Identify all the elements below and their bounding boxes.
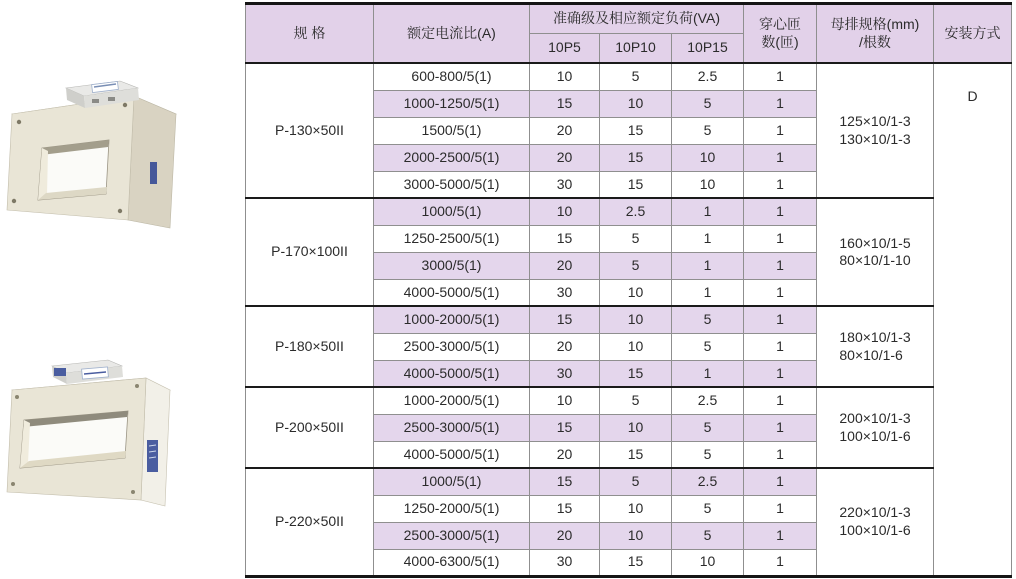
burden-10p10-cell: 15 [600, 360, 672, 387]
burden-10p15-cell: 5 [672, 522, 744, 549]
ratio-cell: 600-800/5(1) [374, 63, 530, 90]
busbar-lines [839, 329, 910, 364]
ratio-cell: 4000-5000/5(1) [374, 441, 530, 468]
burden-10p15-cell: 5 [672, 495, 744, 522]
burden-10p5-cell: 20 [530, 144, 600, 171]
burden-10p15-cell: 2.5 [672, 387, 744, 414]
burden-10p15-cell: 10 [672, 171, 744, 198]
busbar-cell [817, 63, 934, 198]
terminal-label-blue [54, 368, 66, 376]
burden-10p5-cell: 15 [530, 90, 600, 117]
side-label [147, 440, 158, 472]
burden-10p5-cell: 10 [530, 387, 600, 414]
burden-10p5-cell: 15 [530, 495, 600, 522]
turns-cell: 1 [744, 387, 817, 414]
turns-cell: 1 [744, 198, 817, 225]
spec-cell: P-130×50II [246, 63, 374, 198]
burden-10p10-cell: 15 [600, 144, 672, 171]
busbar-cell [817, 468, 934, 576]
busbar-lines [839, 113, 910, 148]
spec-table [245, 2, 1012, 578]
turns-cell: 1 [744, 441, 817, 468]
ratio-cell: 2500-3000/5(1) [374, 414, 530, 441]
turns-cell: 1 [744, 333, 817, 360]
ratio-cell: 2500-3000/5(1) [374, 522, 530, 549]
burden-10p5-cell: 20 [530, 333, 600, 360]
busbar-line: 100×10/1-6 [839, 427, 911, 444]
burden-10p15-cell: 1 [672, 225, 744, 252]
busbar-line: 130×10/1-3 [839, 130, 911, 147]
burden-10p15-cell: 5 [672, 333, 744, 360]
ratio-cell: 4000-5000/5(1) [374, 360, 530, 387]
burden-10p5-cell: 15 [530, 414, 600, 441]
col-header-ratio: 额定电流比(A) [374, 4, 530, 64]
table-row [246, 306, 1012, 333]
burden-10p10-cell: 15 [600, 441, 672, 468]
burden-10p10-cell: 15 [600, 171, 672, 198]
ratio-cell: 4000-5000/5(1) [374, 279, 530, 306]
ratio-cell: 1000-1250/5(1) [374, 90, 530, 117]
turns-cell: 1 [744, 468, 817, 495]
burden-10p15-cell: 10 [672, 144, 744, 171]
ct-product-photo-square [4, 70, 189, 240]
col-header-mounting: 安装方式 [934, 4, 1012, 64]
burden-10p10-cell: 5 [600, 387, 672, 414]
table-row [246, 468, 1012, 495]
burden-10p15-cell: 1 [672, 360, 744, 387]
burden-10p10-cell: 5 [600, 468, 672, 495]
busbar-line: 200×10/1-3 [839, 410, 911, 426]
burden-10p5-cell: 10 [530, 63, 600, 90]
busbar-header-line2: /根数 [859, 33, 891, 50]
burden-10p10-cell: 10 [600, 333, 672, 360]
burden-10p10-cell: 10 [600, 522, 672, 549]
busbar-line: 80×10/1-10 [839, 252, 911, 268]
turns-cell: 1 [744, 63, 817, 90]
turns-cell: 1 [744, 252, 817, 279]
table-row [246, 198, 1012, 225]
ratio-cell: 1000/5(1) [374, 468, 530, 495]
burden-10p5-cell: 20 [530, 441, 600, 468]
ratio-cell: 3000-5000/5(1) [374, 171, 530, 198]
ratio-cell: 1000-2000/5(1) [374, 306, 530, 333]
busbar-header-line1: 母排规格(mm) [830, 16, 920, 32]
ratio-cell: 1000/5(1) [374, 198, 530, 225]
ratio-cell: 1500/5(1) [374, 117, 530, 144]
ratio-cell: 1250-2000/5(1) [374, 495, 530, 522]
spec-table-body [246, 63, 1012, 576]
burden-10p15-cell: 5 [672, 90, 744, 117]
spec-cell: P-200×50II [246, 387, 374, 468]
table-row [246, 387, 1012, 414]
burden-10p15-cell: 5 [672, 306, 744, 333]
col-header-10p15: 10P15 [672, 34, 744, 64]
burden-10p10-cell: 5 [600, 63, 672, 90]
side-label [150, 162, 157, 184]
turns-cell: 1 [744, 90, 817, 117]
busbar-lines [839, 504, 910, 539]
burden-10p5-cell: 15 [530, 225, 600, 252]
burden-10p5-cell: 10 [530, 198, 600, 225]
ratio-cell: 4000-6300/5(1) [374, 549, 530, 576]
busbar-line: 180×10/1-3 [839, 329, 911, 345]
col-header-10p5: 10P5 [530, 34, 600, 64]
burden-10p5-cell: 15 [530, 306, 600, 333]
mounting-cell: D [934, 63, 1012, 576]
busbar-cell [817, 387, 934, 468]
ct-window [38, 140, 109, 200]
burden-10p15-cell: 5 [672, 117, 744, 144]
turns-cell: 1 [744, 117, 817, 144]
col-header-spec: 规 格 [246, 4, 374, 64]
col-header-turns [744, 4, 817, 64]
busbar-cell [817, 306, 934, 387]
col-header-busbar [817, 4, 934, 64]
busbar-line: 220×10/1-3 [839, 504, 911, 521]
ratio-cell: 3000/5(1) [374, 252, 530, 279]
spec-table-header [246, 4, 1012, 64]
burden-10p15-cell: 10 [672, 549, 744, 576]
turns-cell: 1 [744, 360, 817, 387]
burden-10p15-cell: 5 [672, 441, 744, 468]
burden-10p5-cell: 20 [530, 522, 600, 549]
ratio-cell: 2000-2500/5(1) [374, 144, 530, 171]
ct-window [20, 411, 128, 468]
busbar-lines [839, 410, 910, 445]
burden-10p5-cell: 30 [530, 279, 600, 306]
turns-cell: 1 [744, 306, 817, 333]
burden-10p15-cell: 2.5 [672, 63, 744, 90]
burden-10p10-cell: 5 [600, 252, 672, 279]
turns-cell: 1 [744, 225, 817, 252]
burden-10p5-cell: 20 [530, 252, 600, 279]
busbar-cell [817, 198, 934, 306]
burden-10p10-cell: 2.5 [600, 198, 672, 225]
turns-cell: 1 [744, 171, 817, 198]
turns-header-line2: 数(匝) [761, 33, 799, 50]
burden-10p15-cell: 1 [672, 252, 744, 279]
ratio-cell: 2500-3000/5(1) [374, 333, 530, 360]
burden-10p10-cell: 15 [600, 117, 672, 144]
turns-header-line1: 穿心匝 [759, 16, 801, 32]
busbar-line: 100×10/1-6 [839, 521, 911, 538]
table-row [246, 63, 1012, 90]
burden-10p15-cell: 2.5 [672, 468, 744, 495]
burden-10p10-cell: 10 [600, 495, 672, 522]
burden-10p10-cell: 5 [600, 225, 672, 252]
turns-cell: 1 [744, 522, 817, 549]
turns-cell: 1 [744, 495, 817, 522]
burden-10p10-cell: 10 [600, 279, 672, 306]
burden-10p10-cell: 15 [600, 549, 672, 576]
burden-10p15-cell: 1 [672, 198, 744, 225]
busbar-line: 160×10/1-5 [839, 234, 911, 251]
burden-10p5-cell: 30 [530, 360, 600, 387]
ct-product-photo-wide [4, 348, 184, 513]
spec-cell: P-170×100II [246, 198, 374, 306]
busbar-line: 125×10/1-3 [839, 113, 911, 129]
ratio-cell: 1000-2000/5(1) [374, 387, 530, 414]
turns-cell: 1 [744, 144, 817, 171]
burden-10p15-cell: 5 [672, 414, 744, 441]
turns-cell: 1 [744, 279, 817, 306]
terminal-block [52, 360, 123, 384]
burden-10p10-cell: 10 [600, 414, 672, 441]
burden-10p5-cell: 20 [530, 117, 600, 144]
burden-10p10-cell: 10 [600, 306, 672, 333]
burden-10p5-cell: 15 [530, 468, 600, 495]
burden-10p10-cell: 10 [600, 90, 672, 117]
turns-cell: 1 [744, 549, 817, 576]
col-header-accuracy-group: 准确级及相应额定负荷(VA) [530, 4, 744, 34]
turns-cell: 1 [744, 414, 817, 441]
ratio-cell: 1250-2500/5(1) [374, 225, 530, 252]
burden-10p15-cell: 1 [672, 279, 744, 306]
busbar-lines [839, 235, 910, 270]
spec-cell: P-180×50II [246, 306, 374, 387]
col-header-10p10: 10P10 [600, 34, 672, 64]
busbar-line: 80×10/1-6 [839, 346, 903, 363]
burden-10p5-cell: 30 [530, 549, 600, 576]
burden-10p5-cell: 30 [530, 171, 600, 198]
spec-cell: P-220×50II [246, 468, 374, 576]
